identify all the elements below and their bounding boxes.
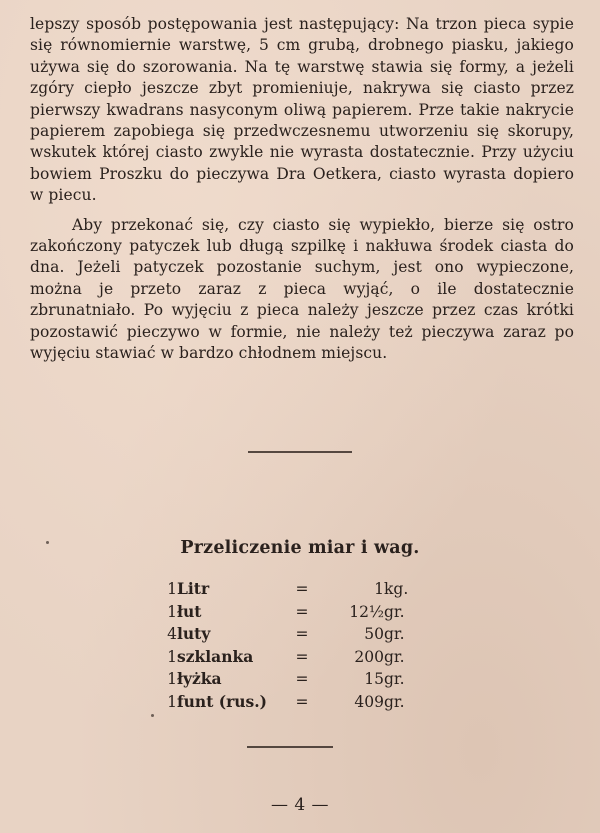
row-amount: 50	[364, 625, 384, 644]
equals-sign: =	[295, 602, 309, 621]
section-divider-top	[248, 451, 352, 453]
row-result-unit: gr.	[384, 625, 405, 644]
row-unit: luty	[177, 624, 211, 644]
equals-sign: =	[295, 692, 309, 711]
equals-sign: =	[295, 647, 309, 666]
equals-sign: =	[295, 625, 309, 644]
table-row	[165, 691, 408, 714]
row-result-unit: gr.	[384, 692, 405, 711]
row-result-unit: kg.	[384, 580, 409, 598]
row-amount: 12½	[349, 602, 384, 621]
print-speck	[151, 714, 154, 717]
table-row	[165, 623, 408, 646]
row-amount: 409	[354, 692, 384, 711]
row-amount: 15	[364, 670, 384, 689]
conversion-table-title: Przeliczenie miar i wag.	[180, 538, 420, 558]
row-amount: 1	[374, 580, 384, 598]
row-unit: łyżka	[177, 669, 222, 689]
table-row	[165, 646, 408, 669]
row-result-unit: gr.	[384, 602, 405, 621]
body-paragraph-2: Aby przekonać się, czy ciasto się wypiekło, bierze się ostro zakończony patyczek lub długą szpilkę i nakłuwa środek ciasta do dna. Jeżeli patyczek pozostanie suchym, jest ono wypieczone, można je przeto zaraz z pieca wyjąć, o ile dostatecznie zbrunatniało. Po wyjęciu z pieca należy jeszcze przez czas krótki pozostawić pieczywo w formie, nie należy też pieczywa zaraz po wyjęciu stawiać w bardzo chłodnem miejscu.	[30, 215, 574, 363]
row-result-unit: gr.	[384, 670, 405, 689]
table-row	[165, 601, 408, 624]
row-quantity: 1	[167, 670, 177, 689]
equals-sign: =	[295, 580, 309, 598]
row-quantity: 1	[167, 692, 177, 711]
body-paragraph-1: lepszy sposób postępowania jest następujący: Na trzon pieca sypie się równomiernie warstwę, 5 cm grubą, drobnego piasku, jakiego używa się do szorowania. Na tę warstwę stawia się formy, a jeżeli zgóry ciepło jeszcze zbyt promieniuje, nakrywa się ciasto przez pierwszy kwadrans nasyconym oliwą papierem. Prze takie nakrycie papierem zapobiega się przedwczesnemu utworzeniu się skorupy, wskutek której ciasto zwykle nie wyrasta dostatecznie. Przy użyciu bowiem Proszku do pieczywa Dra Oetkera, ciasto wyrasta dopiero w piecu.	[30, 15, 574, 205]
row-unit: szklanka	[177, 646, 254, 666]
row-quantity: 4	[167, 625, 177, 644]
equals-sign: =	[295, 670, 309, 689]
table-row	[165, 668, 408, 691]
row-unit: łut	[177, 601, 202, 621]
row-result-unit: gr.	[384, 647, 405, 666]
row-unit: funt (rus.)	[177, 691, 267, 711]
section-divider-bottom	[247, 746, 333, 748]
row-amount: 200	[354, 647, 384, 666]
row-quantity: 1	[167, 580, 177, 598]
page-number: — 4 —	[270, 795, 330, 815]
row-quantity: 1	[167, 602, 177, 621]
table-row	[165, 578, 408, 601]
conversion-table	[165, 578, 408, 714]
row-quantity: 1	[167, 647, 177, 666]
page-text	[30, 14, 574, 365]
row-unit: Litr	[177, 579, 210, 598]
